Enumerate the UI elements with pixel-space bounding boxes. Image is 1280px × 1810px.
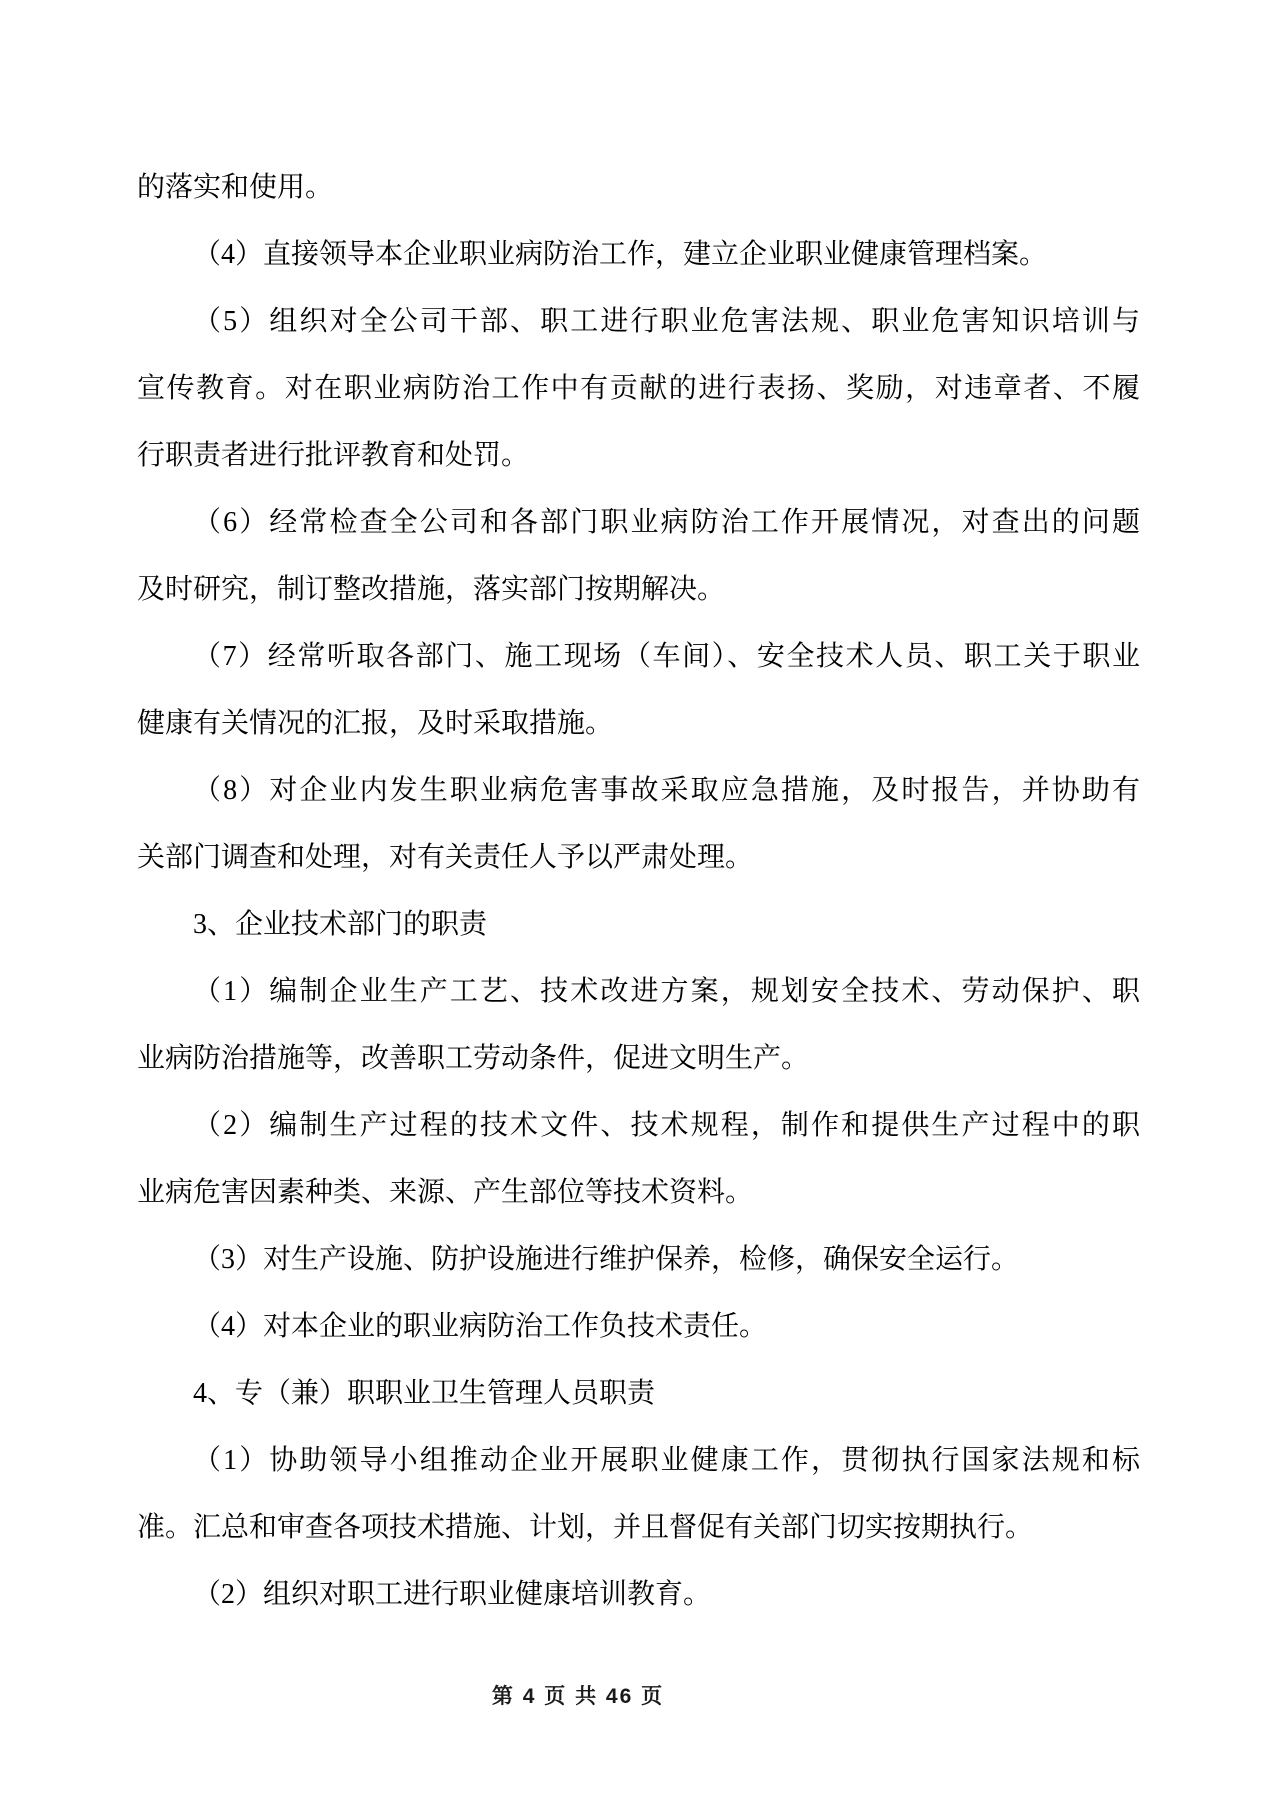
document-line: （5）组织对全公司干部、职工进行职业危害法规、职业危害知识培训与 — [193, 306, 1140, 337]
document-line: （6）经常检查全公司和各部门职业病防治工作开展情况，对查出的问题 — [193, 507, 1140, 538]
document-line: 及时研究，制订整改措施，落实部门按期解决。 — [137, 574, 726, 605]
document-line: （7）经常听取各部门、施工现场（车间）、安全技术人员、职工关于职业 — [193, 641, 1140, 672]
document-line: （3）对生产设施、防护设施进行维护保养，检修，确保安全运行。 — [193, 1244, 1020, 1275]
document-section-heading: 3、企业技术部门的职责 — [193, 909, 488, 940]
document-line: 健康有关情况的汇报，及时采取措施。 — [137, 708, 614, 739]
document-line: 的落实和使用。 — [137, 172, 334, 203]
document-line: 业病防治措施等，改善职工劳动条件，促进文明生产。 — [137, 1043, 810, 1074]
document-line: （4）对本企业的职业病防治工作负技术责任。 — [193, 1311, 768, 1342]
document-line: （4）直接领导本企业职业病防治工作，建立企业职业健康管理档案。 — [193, 239, 1048, 270]
document-section-heading: 4、专（兼）职职业卫生管理人员职责 — [193, 1378, 656, 1409]
page-footer: 第 4 页 共 46 页 — [491, 1685, 665, 1708]
document-line: （8）对企业内发生职业病危害事故采取应急措施，及时报告，并协助有 — [193, 775, 1140, 806]
document-line: 宣传教育。对在职业病防治工作中有贡献的进行表扬、奖励，对违章者、不履 — [137, 373, 1140, 404]
document-line: 准。汇总和审查各项技术措施、计划，并且督促有关部门切实按期执行。 — [137, 1512, 1034, 1543]
document-line: （1）编制企业生产工艺、技术改进方案，规划安全技术、劳动保护、职 — [193, 976, 1140, 1007]
document-line: （2）组织对职工进行职业健康培训教育。 — [193, 1579, 712, 1610]
document-line: 行职责者进行批评教育和处罚。 — [137, 440, 530, 471]
document-line: （1）协助领导小组推动企业开展职业健康工作，贯彻执行国家法规和标 — [193, 1445, 1140, 1476]
document-body — [137, 154, 1140, 1628]
document-line: （2）编制生产过程的技术文件、技术规程，制作和提供生产过程中的职 — [193, 1110, 1140, 1141]
document-line: 业病危害因素种类、来源、产生部位等技术资料。 — [137, 1177, 754, 1208]
document-line: 关部门调查和处理，对有关责任人予以严肃处理。 — [137, 842, 754, 873]
